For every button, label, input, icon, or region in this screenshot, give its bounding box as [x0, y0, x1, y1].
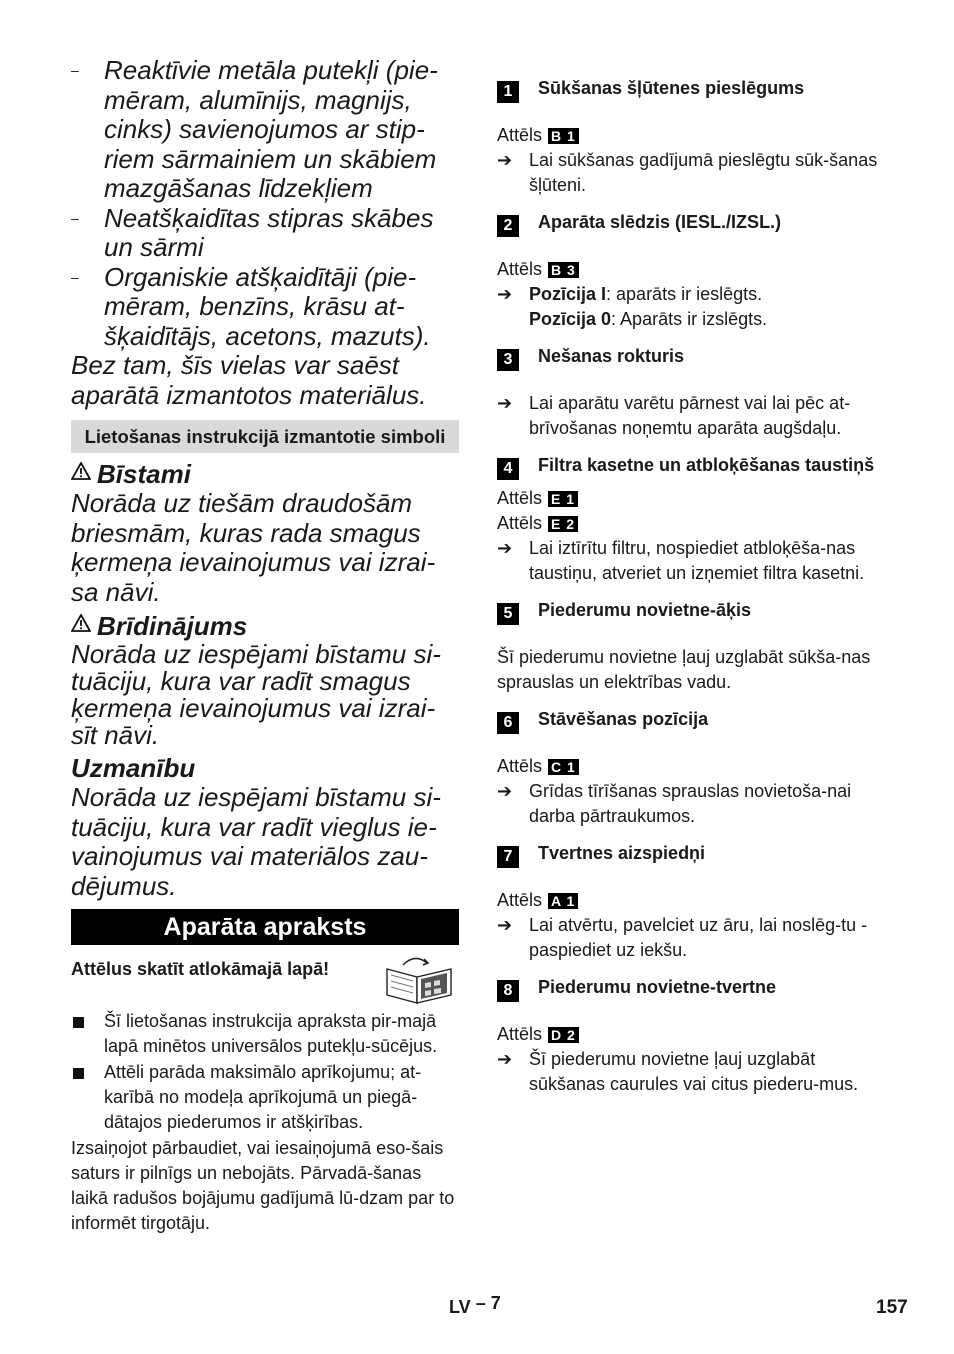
- arrow-right-icon: ➔: [497, 393, 513, 413]
- arrow-right-icon: ➔: [497, 538, 513, 558]
- warning-text: Norāda uz iespējami bīstamu si-tuāciju, kura var radīt smagus ķermeņa ievainojumus vai izrai-sīt nāvi.: [71, 639, 441, 750]
- arrow-right-icon: ➔: [497, 1049, 513, 1069]
- entry-6: [497, 707, 892, 829]
- entry-2: [497, 210, 892, 332]
- warning-triangle-icon: [71, 459, 97, 489]
- unpack-paragraph: Izsaiņojot pārbaudiet, vai iesaiņojumā eso-šais saturs ir pilnīgs un nebojāts. Pārvadā-šanas laikā radušos bojājumu gadījumā lū-dzam par to informēt tirgotāju.: [71, 1138, 455, 1233]
- number-badge: 8: [497, 980, 519, 1002]
- warning-heading: Brīdinājums: [71, 611, 459, 641]
- see-foldout-text: Attēlus skatīt atlokāmajā lapā!: [71, 959, 330, 979]
- dash-bullet: –: [71, 62, 79, 78]
- entry-title: Piederumu novietne-āķis: [538, 600, 752, 620]
- number-badge: 5: [497, 603, 519, 625]
- figure-ref: Attēls C 1: [497, 754, 892, 779]
- entry-paragraph: Šī piederumu novietne ļauj uzglabāt sūkša-nas sprauslas un elektrības vadu.: [497, 647, 871, 692]
- figure-badge: D 2: [548, 1027, 579, 1043]
- danger-text: Norāda uz tiešām draudošām briesmām, kuras rada smagus ķermeņa ievainojumus vai izrai-sa nāvi.: [71, 488, 436, 607]
- arrow-item: ➔ Lai iztīrītu filtru, nospiediet atbloķēša-nas taustiņu, atveriet un izņemiet filtra kasetni.: [497, 538, 865, 583]
- right-column: [497, 76, 892, 1109]
- page-number: 157: [876, 1297, 908, 1318]
- list-item: – Neatšķaidītas stipras skābes un sārmi: [71, 202, 434, 262]
- figure-ref: Attēls E 1: [497, 486, 892, 511]
- footer-page-label: LV – 7: [449, 1293, 501, 1317]
- danger-heading: Bīstami: [71, 459, 459, 489]
- number-badge: 7: [497, 846, 519, 868]
- dash-list: [71, 56, 459, 351]
- figure-badge: E 2: [548, 516, 578, 532]
- number-badge: 6: [497, 712, 519, 734]
- dash-bullet: –: [71, 268, 79, 285]
- entry-title: Sūkšanas šļūtenes pieslēgums: [538, 78, 805, 98]
- entry-1: [497, 76, 892, 198]
- arrow-item: ➔ Grīdas tīrīšanas sprauslas novietoša-nai darba pārtraukumos.: [497, 781, 852, 826]
- square-bullet-icon: [73, 1017, 84, 1028]
- left-column: [71, 56, 459, 1236]
- entry-title: Filtra kasetne un atbloķēšanas taustiņš: [538, 455, 875, 475]
- bullet-list: [71, 1009, 459, 1135]
- entry-title: Stāvēšanas pozīcija: [538, 709, 709, 729]
- dash-bullet: –: [71, 209, 79, 226]
- list-item: – Organiskie atšķaidītāji (pie-mēram, benzīns, krāsu at-šķaidītājs, acetons, mazuts).: [71, 261, 431, 351]
- entry-title: Nešanas rokturis: [538, 346, 685, 366]
- entry-7: [497, 841, 892, 963]
- list-item: Attēli parāda maksimālo aprīkojumu; at-karībā no modeļa aprīkojumā un piegā-dātajos piederumos ir atšķirības.: [71, 1060, 459, 1135]
- warning-triangle-icon: [71, 611, 97, 641]
- see-foldout-row: [71, 955, 459, 1005]
- list-item: Šī lietošanas instrukcija apraksta pir-majā lapā minētos universālos putekļu-sūcējus.: [71, 1009, 459, 1059]
- number-badge: 1: [497, 81, 519, 103]
- entry-title: Aparāta slēdzis (IESL./IZSL.): [538, 212, 782, 232]
- figure-badge: A 1: [548, 893, 578, 909]
- entry-title: Piederumu novietne-tvertne: [538, 977, 777, 997]
- arrow-item: ➔ Lai aparātu varētu pārnest vai lai pēc at-brīvošanas noņemtu aparāta augšdaļu.: [497, 393, 851, 438]
- section-title: Aparāta apraksts: [71, 909, 459, 945]
- entry-4: [497, 453, 892, 586]
- arrow-item: ➔ Šī piederumu novietne ļauj uzglabāt sūkšanas caurules vai citus piederu-mus.: [497, 1049, 859, 1094]
- figure-badge: B 1: [548, 128, 579, 144]
- closing-text: Bez tam, šīs vielas var saēst aparātā izmantotos materiālus.: [71, 350, 427, 410]
- arrow-item: ➔ Lai atvērtu, pavelciet uz āru, lai noslēg-tu - paspiediet uz iekšu.: [497, 915, 868, 960]
- arrow-item: ➔ Lai sūkšanas gadījumā pieslēgtu sūk-šanas šļūteni.: [497, 150, 878, 195]
- arrow-right-icon: ➔: [497, 915, 513, 935]
- square-bullet-icon: [73, 1068, 84, 1079]
- figure-ref: Attēls E 2: [497, 511, 892, 536]
- entry-5: [497, 598, 892, 695]
- entry-3: [497, 344, 892, 441]
- arrow-right-icon: ➔: [497, 284, 513, 304]
- foldout-book-icon: [381, 955, 459, 1005]
- number-badge: 2: [497, 215, 519, 237]
- figure-ref: Attēls B 1: [497, 123, 892, 148]
- arrow-right-icon: ➔: [497, 781, 513, 801]
- figure-ref: Attēls D 2: [497, 1022, 892, 1047]
- figure-badge: E 1: [548, 491, 578, 507]
- caution-heading: Uzmanību: [71, 753, 196, 783]
- entry-title: Tvertnes aizspiedņi: [538, 843, 706, 863]
- arrow-right-icon: ➔: [497, 150, 513, 170]
- figure-badge: B 3: [548, 262, 579, 278]
- number-badge: 3: [497, 349, 519, 371]
- figure-ref: Attēls A 1: [497, 888, 892, 913]
- caution-text: Norāda uz iespējami bīstamu si-tuāciju, kura var radīt vieglus ie-vainojumus vai materiālos zau-dējumus.: [71, 782, 441, 901]
- figure-badge: C 1: [548, 759, 579, 775]
- number-badge: 4: [497, 458, 519, 480]
- symbols-heading: Lietošanas instrukcijā izmantotie simboli: [71, 420, 459, 453]
- figure-ref: Attēls B 3: [497, 257, 892, 282]
- list-item: – Reaktīvie metāla putekļi (pie-mēram, alumīnijs, magnijs, cinks) savienojumos ar stip-riem sārmainiem un skābiem mazgāšanas līdzekļiem: [71, 55, 438, 203]
- entry-8: [497, 975, 892, 1097]
- arrow-item: ➔ Pozīcija I: aparāts ir ieslēgts. Pozīcija 0: Aparāts ir izslēgts.: [497, 284, 768, 329]
